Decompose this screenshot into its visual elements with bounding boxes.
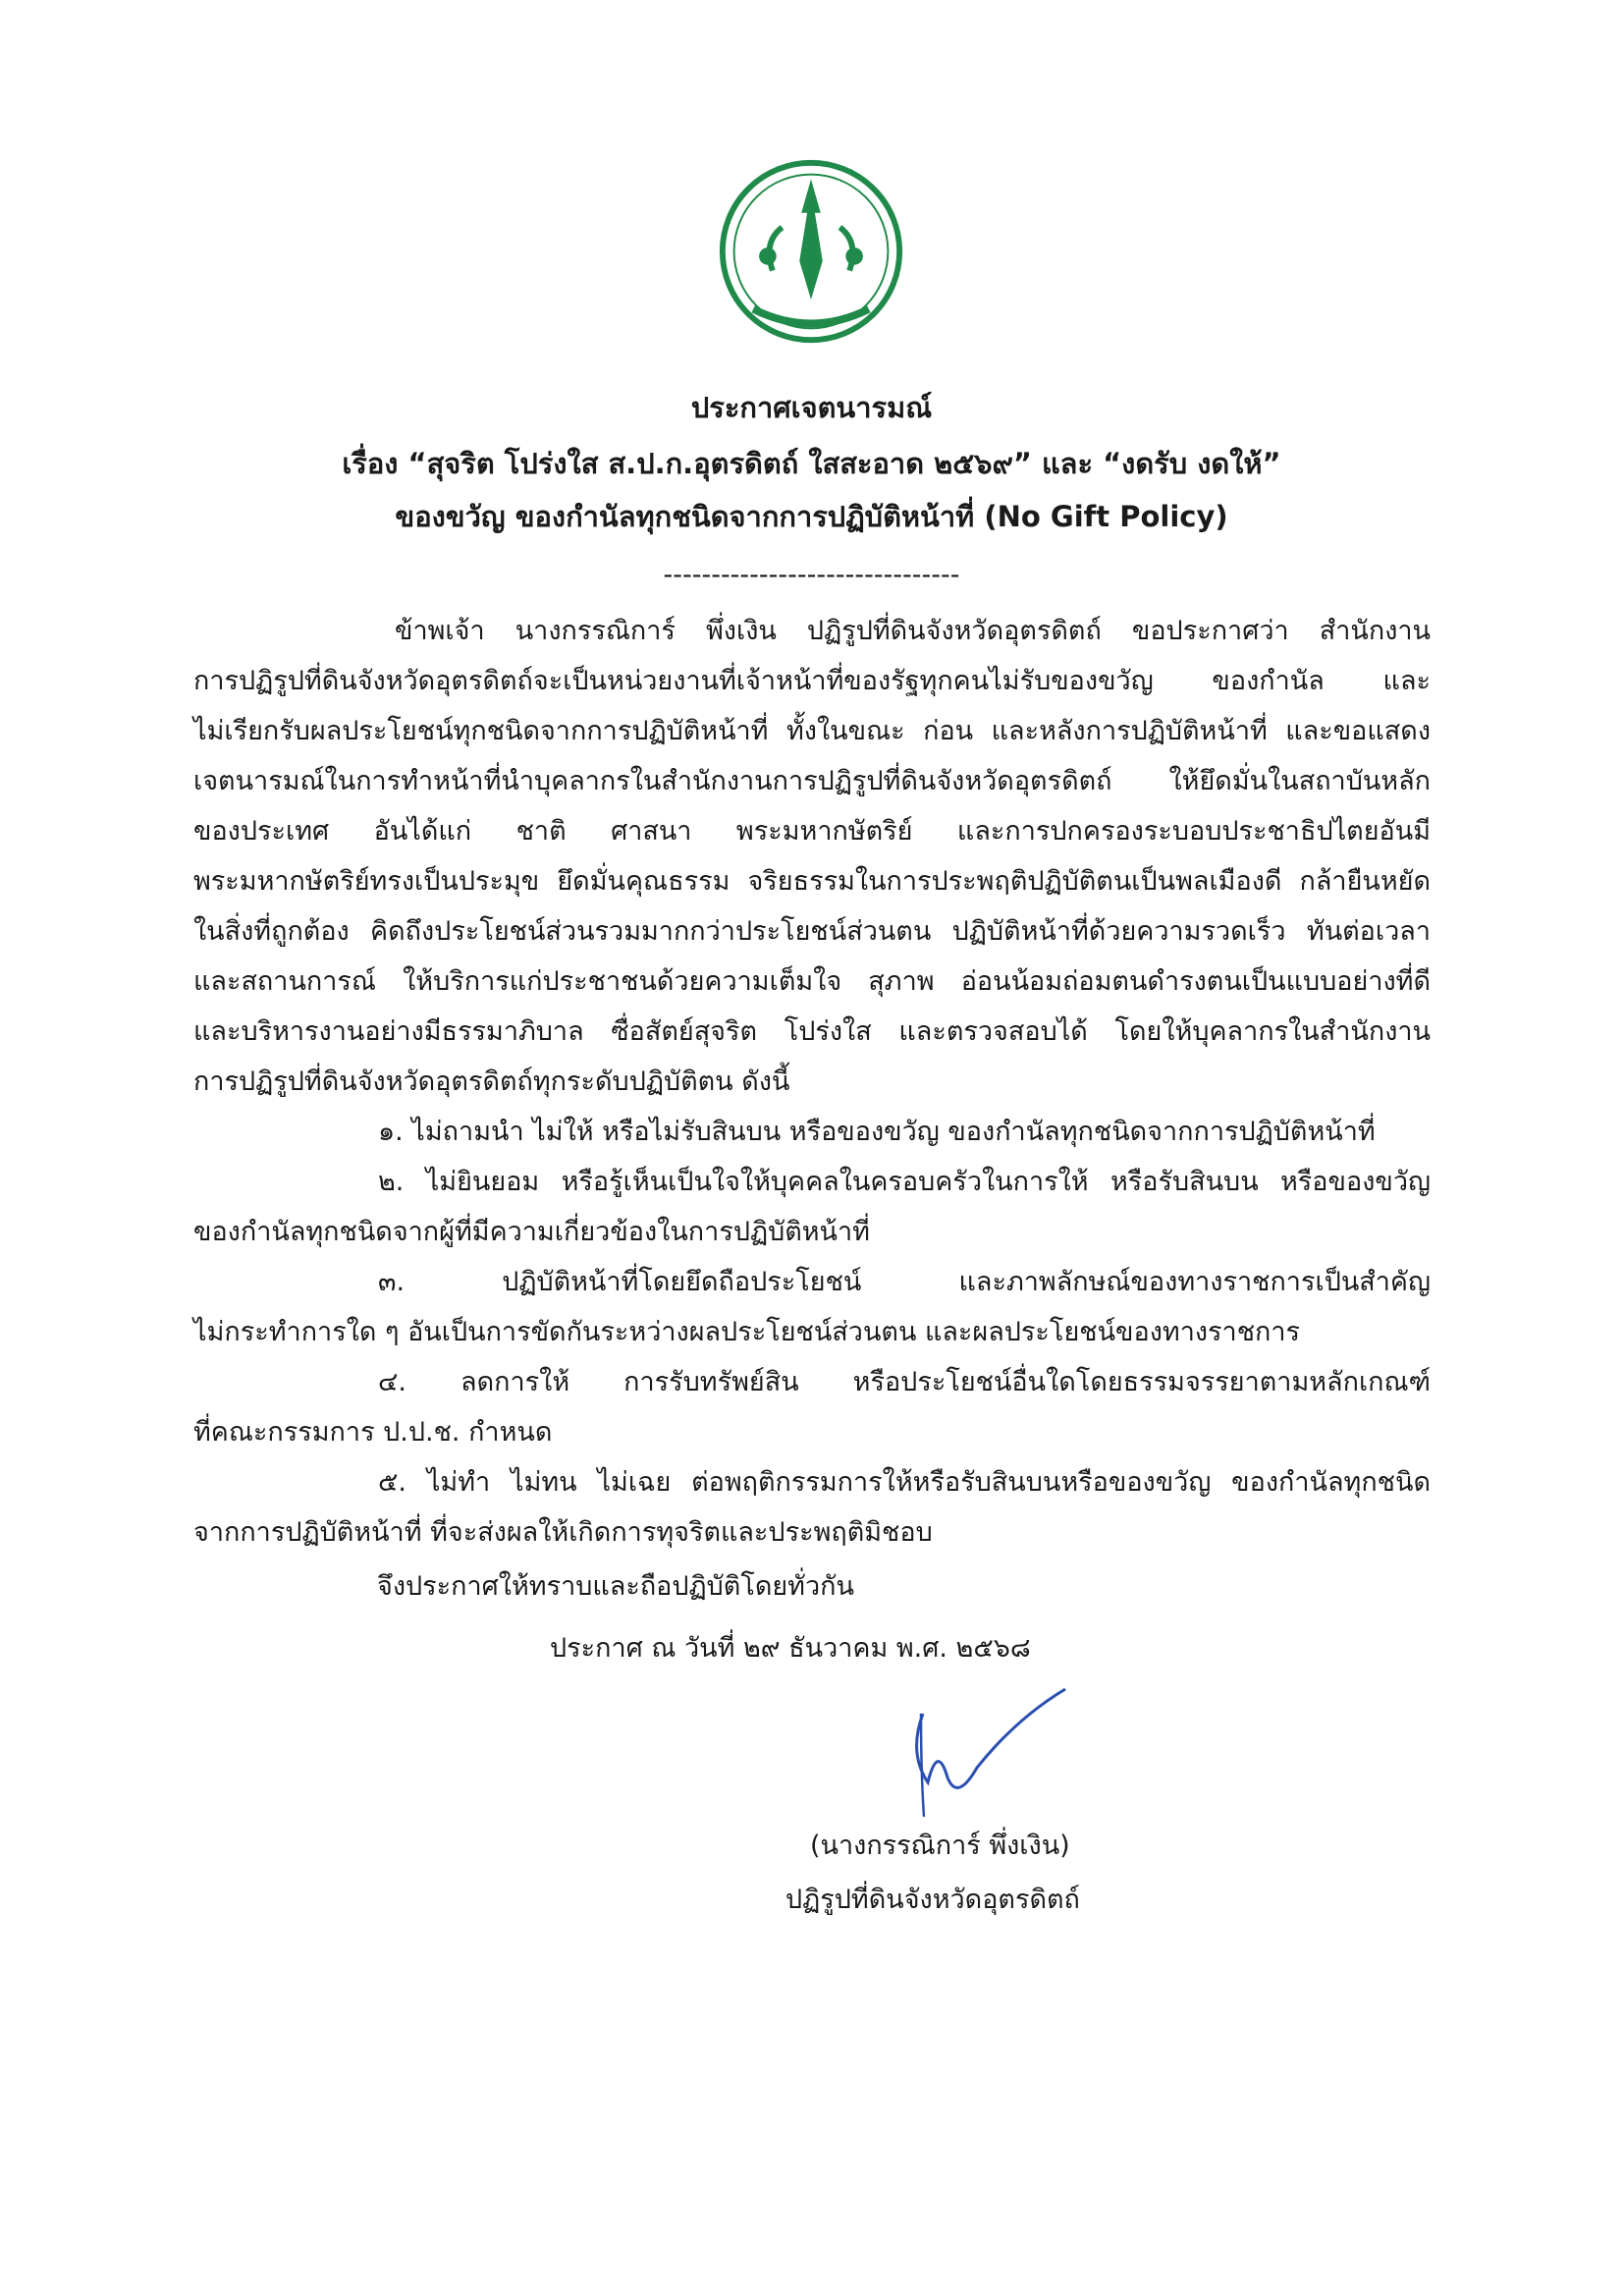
body-line: และสถานการณ์ ให้บริการแก่ประชาชนด้วยความเต็มใจ สุภาพ อ่อนน้อมถ่อมตนดำรงตนเป็นแบบอย่างที่ดี [193,966,1431,997]
body-line: ๔. ลดการให้ การรับทรัพย์สิน หรือประโยชน์อื่นใดโดยธรรมจรรยาตามหลักเกณฑ์ [378,1367,1431,1397]
body-line: ไม่กระทำการใด ๆ อันเป็นการขัดกันระหว่างผลประโยชน์ส่วนตน และผลประโยชน์ของทางราชการ [193,1317,1301,1347]
body-line: ที่คณะกรรมการ ป.ป.ช. กำหนด [193,1417,553,1448]
body-line: ๓. ปฏิบัติหน้าที่โดยยึดถือประโยชน์ และภาพลักษณ์ของทางราชการเป็นสำคัญ [378,1267,1431,1297]
signatory-position: ปฏิรูปที่ดินจังหวัดอุตรดิตถ์ [785,1885,1080,1915]
body-line: ของกำนัลทุกชนิดจากผู้ที่มีความเกี่ยวข้องในการปฏิบัติหน้าที่ [193,1217,870,1247]
announcement-date: ประกาศ ณ วันที่ ๒๙ ธันวาคม พ.ศ. ๒๕๖๘ [550,1633,1031,1664]
body-text [193,607,1431,1926]
body-line: การปฏิรูปที่ดินจังหวัดอุตรดิตถ์จะเป็นหน่วยงานที่เจ้าหน้าที่ของรัฐทุกคนไม่รับของขวัญ ของกำนัล และ [193,666,1431,696]
body-line: ไม่เรียกรับผลประโยชน์ทุกชนิดจากการปฏิบัติหน้าที่ ทั้งในขณะ ก่อน และหลังการปฏิบัติหน้าที่ และขอแสดง [193,716,1431,746]
signatory-name: (นางกรรณิการ์ พึ่งเงิน) [810,1831,1070,1861]
body-line: ในสิ่งที่ถูกต้อง คิดถึงประโยชน์ส่วนรวมมากกว่าประโยชน์ส่วนตน ปฏิบัติหน้าที่ด้วยความรวดเร็ว ทันต่อเวลา [193,916,1431,947]
divider: ------------------------------- [663,560,960,590]
agency-seal-logo [715,155,907,348]
body-lines [193,607,1431,1558]
body-line: การปฏิรูปที่ดินจังหวัดอุตรดิตถ์ทุกระดับปฏิบัติตน ดังนี้ [193,1066,790,1097]
body-line: ๑. ไม่ถามนำ ไม่ให้ หรือไม่รับสินบน หรือของขวัญ ของกำนัลทุกชนิดจากการปฏิบัติหน้าที่ [378,1117,1376,1147]
body-line: ข้าพเจ้า นางกรรณิการ์ พึ่งเงิน ปฏิรูปที่ดินจังหวัดอุตรดิตถ์ ขอประกาศว่า สำนักงาน [395,616,1431,646]
body-line: ของประเทศ อันได้แก่ ชาติ ศาสนา พระมหากษัตริย์ และการปกครองระบอบประชาธิปไตยอันมี [193,816,1431,847]
body-line: ๕. ไม่ทำ ไม่ทน ไม่เฉย ต่อพฤติกรรมการให้หรือรับสินบนหรือของขวัญ ของกำนัลทุกชนิด [378,1467,1431,1498]
body-line: ๒. ไม่ยินยอม หรือรู้เห็นเป็นใจให้บุคคลในครอบครัวในการให้ หรือรับสินบน หรือของขวัญ [378,1167,1431,1197]
document-title: ประกาศเจตนารมณ์ [690,391,933,424]
body-line: พระมหากษัตริย์ทรงเป็นประมุข ยึดมั่นคุณธรรม จริยธรรมในการประพฤติปฏิบัติตนเป็นพลเมืองดี กล้ายืนหยัด [193,866,1431,897]
body-line: และบริหารงานอย่างมีธรรมาภิบาล ซื่อสัตย์สุจริต โปร่งใส และตรวจสอบได้ โดยให้บุคลากรในสำนักงาน [193,1016,1431,1047]
body-line: เจตนารมณ์ในการทำหน้าที่นำบุคลากรในสำนักงานการปฏิรูปที่ดินจังหวัดอุตรดิตถ์ ให้ยึดมั่นในสถาบันหลัก [193,766,1431,796]
closing-text: จึงประกาศให้ทราบและถือปฏิบัติโดยทั่วกัน [377,1571,854,1602]
body-line: จากการปฏิบัติหน้าที่ ที่จะส่งผลให้เกิดการทุจริตและประพฤติมิชอบ [193,1517,933,1548]
subject-line-1: เรื่อง “สุจริต โปร่งใส ส.ป.ก.อุตรดิตถ์ ใสสะอาด ๒๕๖๙” และ “งดรับ งดให้” [342,447,1281,480]
subject-line-2: ของขวัญ ของกำนัลทุกชนิดจากการปฏิบัติหน้าที่ (No Gift Policy) [395,500,1228,533]
signature [903,1674,1090,1822]
